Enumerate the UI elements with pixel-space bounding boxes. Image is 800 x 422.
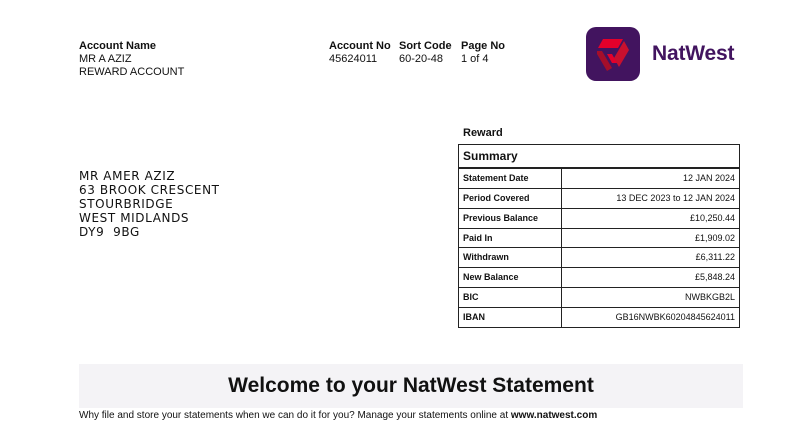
promo-sentence: Why file and store your statements when we can do it for you? Manage your statements online at	[79, 410, 509, 421]
summary-row-label: Withdrawn	[459, 248, 562, 267]
summary-row-value: £1,909.02	[694, 232, 735, 243]
summary-row-value: 12 JAN 2024	[682, 173, 735, 183]
summary-row	[459, 188, 739, 208]
welcome-title: Welcome to your NatWest Statement	[228, 374, 594, 397]
address-line: MR AMER AZIZ	[79, 169, 176, 183]
summary-row-label: IBAN	[459, 308, 562, 327]
brand-name: NatWest	[652, 42, 735, 65]
summary-row-label: New Balance	[459, 268, 562, 287]
account-name-label: Account Name	[79, 40, 157, 52]
summary-row-value: £5,848.24	[694, 272, 735, 283]
address-line: STOURBRIDGE	[79, 197, 174, 211]
page-no-value: 1 of 4	[461, 53, 489, 65]
summary-table	[458, 144, 740, 328]
address-line: DY9 9BG	[79, 225, 140, 239]
summary-row-value: NWBKGB2L	[684, 292, 735, 303]
account-no-value: 45624011	[329, 53, 378, 65]
summary-row-label: Period Covered	[459, 189, 562, 208]
summary-row-value: £10,250.44	[689, 212, 735, 223]
summary-row	[459, 267, 739, 287]
product-name: Reward	[463, 127, 503, 139]
summary-row	[459, 247, 739, 267]
sort-code-label: Sort Code	[399, 40, 452, 52]
address-line: WEST MIDLANDS	[79, 211, 190, 225]
summary-row-value: GB16NWBK60204845624011	[615, 311, 735, 322]
natwest-cubes-icon	[586, 27, 640, 81]
summary-row-label: BIC	[459, 288, 562, 307]
summary-row	[459, 287, 739, 307]
natwest-website-link[interactable]: www.natwest.com	[510, 410, 598, 421]
page-no-label: Page No	[461, 40, 506, 52]
account-type-value: REWARD ACCOUNT	[79, 66, 185, 78]
summary-row	[459, 208, 739, 228]
summary-row-value: £6,311.22	[695, 252, 735, 263]
customer-address	[79, 169, 220, 239]
sort-code-value: 60-20-48	[399, 53, 444, 65]
summary-title: Summary	[459, 145, 739, 168]
summary-row-label: Statement Date	[459, 169, 562, 188]
address-line: 63 BROOK CRESCENT	[79, 183, 220, 197]
summary-row-label: Previous Balance	[459, 209, 562, 228]
summary-row	[459, 228, 739, 248]
summary-row	[459, 307, 739, 327]
account-name-value: MR A AZIZ	[79, 53, 132, 65]
account-no-label: Account No	[329, 40, 391, 52]
welcome-banner	[79, 364, 743, 408]
summary-row-label: Paid In	[459, 229, 562, 248]
summary-row-value: 13 DEC 2023 to 12 JAN 2024	[616, 192, 735, 203]
summary-row	[459, 168, 739, 188]
promo-text	[79, 410, 597, 422]
